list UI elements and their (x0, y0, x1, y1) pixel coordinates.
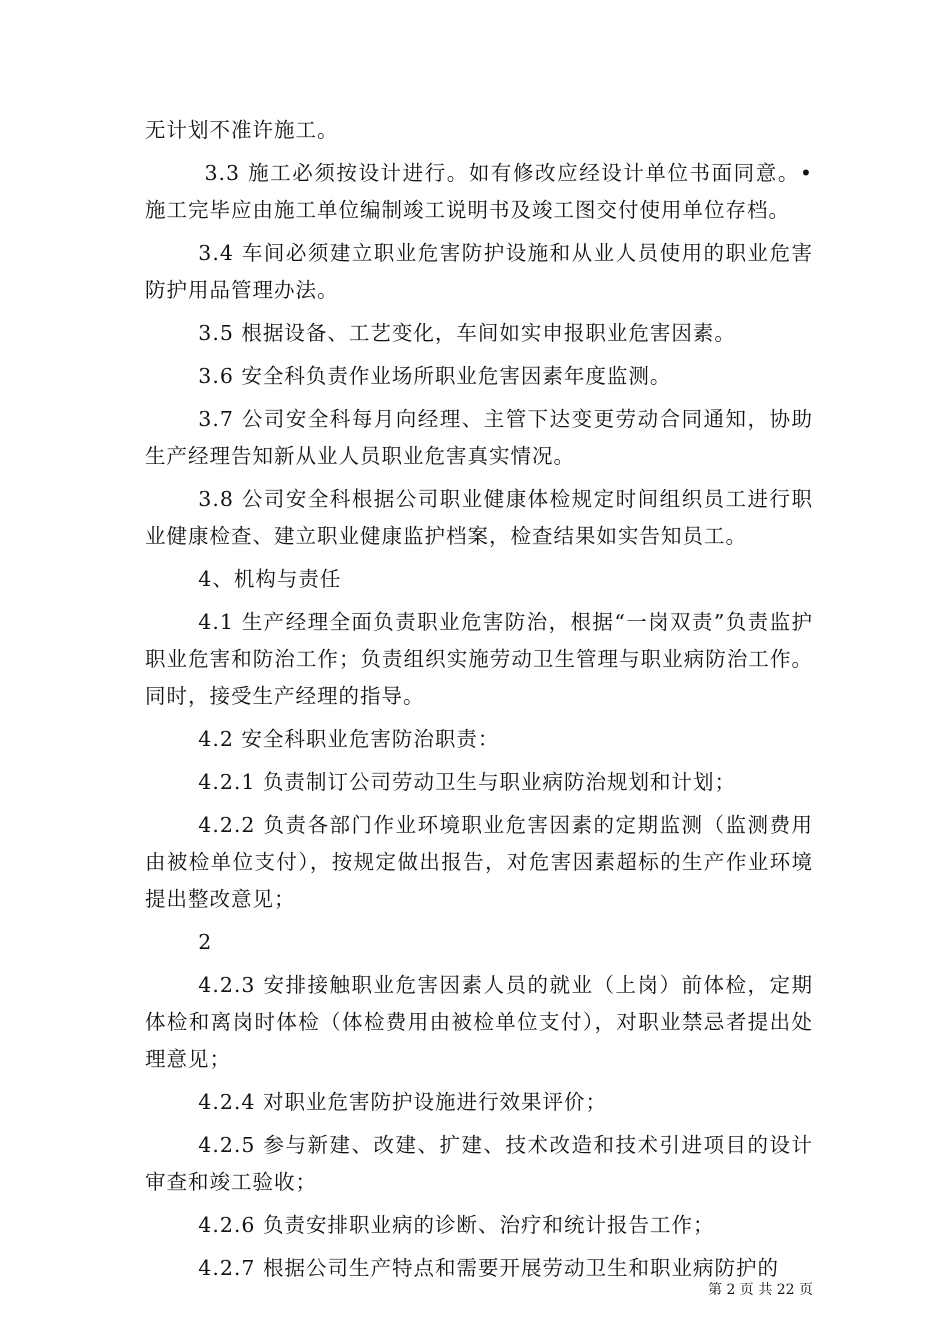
document-body (145, 112, 813, 1293)
paragraph: 4.2 安全科职业危害防治职责： (198, 727, 500, 751)
paragraph: 4.2.7 根据公司生产特点和需要开展劳动卫生和职业病防护的 (198, 1256, 779, 1280)
paragraph: 3.7 公司安全科每月向经理、主管下达变更劳动合同通知，协助生产经理告知新从业人员职业危害真实情况。 (145, 407, 813, 468)
paragraph: 3.6 安全科负责作业场所职业危害因素年度监测。 (198, 364, 672, 388)
paragraph: 4.2.5 参与新建、改建、扩建、技术改造和技术引进项目的设计审查和竣工验收； (145, 1133, 813, 1194)
section-heading: 4、机构与责任 (198, 567, 342, 591)
paragraph: 无计划不准许施工。 (145, 118, 339, 142)
paragraph: 4.2.1 负责制订公司劳动卫生与职业病防治规划和计划； (198, 770, 736, 794)
paragraph: 4.2.2 负责各部门作业环境职业危害因素的定期监测（监测费用由被检单位支付），按规定做出报告，对危害因素超标的生产作业环境提出整改意见； (145, 813, 813, 911)
paragraph: 4.1 生产经理全面负责职业危害防治，根据“一岗双责”负责监护职业危害和防治工作；负责组织实施劳动卫生管理与职业病防治工作。同时，接受生产经理的指导。 (145, 610, 813, 708)
paragraph: 4.2.4 对职业危害防护设施进行效果评价； (198, 1090, 607, 1114)
page-footer: 第 2 页 共 22 页 (708, 1282, 813, 1298)
paragraph: 3.8 公司安全科根据公司职业健康体检规定时间组织员工进行职业健康检查、建立职业健康监护档案，检查结果如实告知员工。 (145, 487, 813, 548)
paragraph: 3.3 施工必须按设计进行。如有修改应经设计单位书面同意。•施工完毕应由施工单位编制竣工说明书及竣工图交付使用单位存档。 (145, 161, 813, 222)
paragraph: 3.4 车间必须建立职业危害防护设施和从业人员使用的职业危害防护用品管理办法。 (145, 241, 813, 302)
inline-page-number: 2 (198, 930, 213, 954)
paragraph: 4.2.6 负责安排职业病的诊断、治疗和统计报告工作； (198, 1213, 715, 1237)
paragraph: 4.2.3 安排接触职业危害因素人员的就业（上岗）前体检，定期体检和离岗时体检（体检费用由被检单位支付），对职业禁忌者提出处理意见； (145, 973, 813, 1071)
paragraph: 3.5 根据设备、工艺变化，车间如实申报职业危害因素。 (198, 321, 736, 345)
